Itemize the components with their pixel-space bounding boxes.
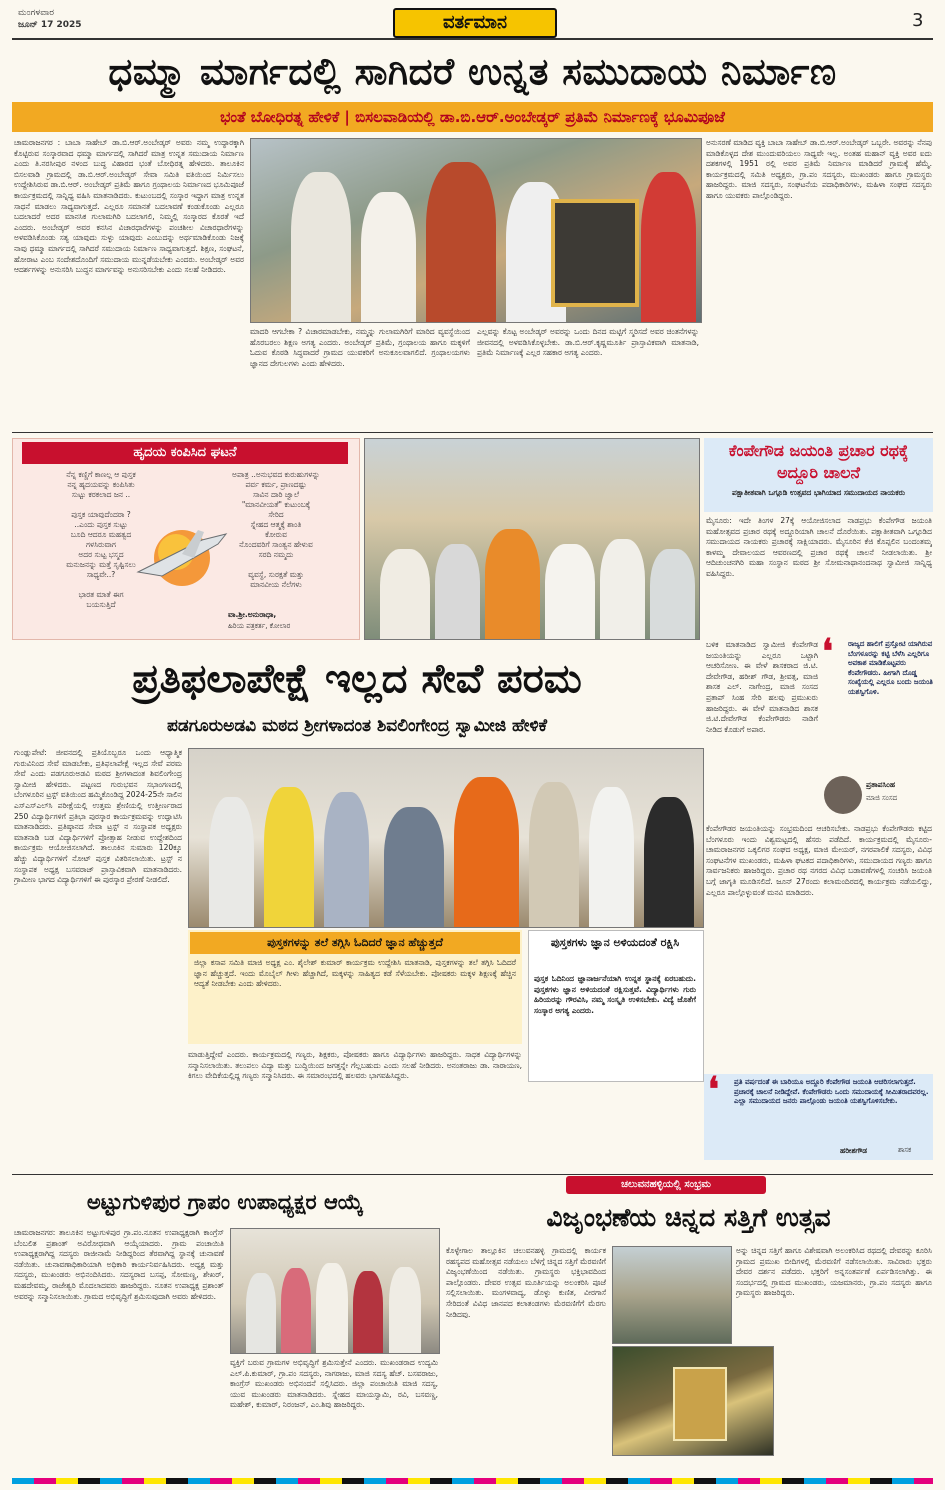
quote-1-role: ಮಾಜಿ ಸಂಸದ (866, 794, 898, 802)
service-column-bottom: ಮಾಡುತ್ತಿದ್ದೇವೆ ಎಂದರು. ಕಾರ್ಯಕ್ರಮದಲ್ಲಿ ಗಣ್ಯರು, ಶಿಕ್ಷಕರು, ಪೋಷಕರು ಹಾಗೂ ವಿದ್ಯಾರ್ಥಿಗಳು ಹಾಜರಿದ್ದರು. ಸಾಧಕ ವಿದ್ಯಾರ್ಥಿಗಳನ್ನು ಸನ್ಮಾನಿಸಲಾಯಿತು. ತಲುಪಲು ವಿದ್ಯಾ ಮತ್ತು ಬುದ್ಧಿಯಿಂದ ಜಗತ್ತನ್ನೇ ಗೆಲ್ಲಬಹುದು ಎಂದು ಸಲಹೆ ನೀಡಿದರು. ಅನಂತರಾಜು ಡಾ. ನಾರಾಯಣ, ಕಿಗಲು ವೇದಿಕೆಯಲ್ಲಿದ್ದ ಗಣ್ಯರು ಸನ್ಮಾನಿಸಿದರು. ಈ ಸಮಾರಂಭದಲ್ಲಿ ಹಲವರು ಭಾಗವಹಿಸಿದ್ದರು. (188, 1050, 522, 1081)
quote-1-text: ರಾಜ್ಯದ ಹಾಲಿಗೆ ಪ್ರಸ್ತೋಟಿ ಯಾಗಿರುವ ಬೆಂಗಳೂರನ್ನು ಕಟ್ಟಿ ಬೆಳೆಸಿ ಎಲ್ಲರಿಗೂ ಅವಕಾಶ ಮಾಡಿಕೊಟ್ಟವರು ಕೆಂಪೇಗೌಡರು. ಹೀಗಾಗಿ ದೊಡ್ಡ ಸಂಖ್ಯೆಯಲ್ಲಿ ಎಲ್ಲರೂ ಬಂದು ಜಯಂತಿ ಯಶಸ್ವಿಗೊಳಿ. (848, 640, 933, 696)
portrait-frame (551, 199, 639, 307)
attugulipura-body: ಚಾಮರಾಜನಗರ: ತಾಲೂಕಿನ ಅಟ್ಟುಗುಳಿಪುರ ಗ್ರಾ.ಪಂ.ನೂತನ ಉಪಾಧ್ಯಕ್ಷರಾಗಿ ಕಾಂಗ್ರೆಸ್ ಬೆಂಬಲಿತ ಪ್ರಶಾಂತ್ ಅವಿರೋಧವಾಗಿ ಆಯ್ಕೆಯಾದರು. ಗ್ರಾಮ ಪಂಚಾಯಿತಿ ಉಪಾಧ್ಯಕ್ಷರಾಗಿದ್ದ ಸದಸ್ಯರು ರಾಜೀನಾಮೆ ನೀಡಿದ್ದರಿಂದ ತೆರವಾಗಿದ್ದ ಸ್ಥಾನಕ್ಕೆ ಚುನಾವಣೆ ನಡೆಯಿತು. ಚುನಾವಣಾಧಿಕಾರಿಯಾಗಿ ಅಧಿಕಾರಿ ಕಾರ್ಯನಿರ್ವಹಿಸಿದರು. ಅಧ್ಯಕ್ಷ ಮತ್ತು ಸದಸ್ಯರು, ಮುಖಂಡರು ಅಭಿನಂದಿಸಿದರು. ಸದಸ್ಯರಾದ ಬಸಪ್ಪ, ಸೋಮಣ್ಣ, ಶೇಖರ್, ಮಹದೇವಮ್ಮ, ರಾಜೇಶ್ವರಿ ಮೊದಲಾದವರು ಹಾಜರಿದ್ದರು. ನೂತನ ಉಪಾಧ್ಯಕ್ಷ ಪ್ರಶಾಂತ್ ಅವರನ್ನು ಸನ್ಮಾನಿಸಲಾಯಿತು. ಗ್ರಾಮದ ಅಭಿವೃದ್ಧಿಗೆ ಶ್ರಮಿಸುವುದಾಗಿ ಅವರು ಹೇಳಿದರು. (14, 1228, 224, 1301)
photo-figure (384, 807, 444, 927)
photo-figure (291, 172, 351, 322)
masthead-title (393, 8, 557, 38)
photo-figure (361, 192, 416, 322)
photo-figure (485, 529, 540, 639)
book-knowledge-title: ಪುಸ್ತಕಗಳನ್ನು ತಲೆ ತಗ್ಗಿಸಿ ಓದಿದರೆ ಜ್ಞಾನ ಹೆಚ್ಚುತ್ತದೆ (190, 932, 520, 954)
service-subhead: ಪಡಗೂರುಅಡವಿ ಮಠದ ಶ್ರೀಗಳಾದಂತ ಶಿವಲಿಂಗೇಂದ್ರ ಸ್ವಾಮೀಜಿ ಹೇಳಿಕೆ (166, 716, 548, 736)
attugulipura-photo (230, 1228, 440, 1354)
quote-mark-icon: ❛ (708, 1070, 719, 1110)
photo-figure (529, 782, 579, 927)
kempegowda-subtitle: ಪಕ್ಷಾತೀತವಾಗಿ ಒಗ್ಗೂಡಿ ಉತ್ಸವದ ಭಾಗಿಯಾದ ಸಮುದಾಯದ ನಾಯಕರು (732, 488, 905, 497)
service-column-1: ಗುಂಡ್ಲುಪೇಟೆ: ಜೀವನದಲ್ಲಿ ಪ್ರತಿಯೊಬ್ಬರೂ ಒಂದು ಆಧ್ಯಾತ್ಮಿಕ ಗುರುವಿನಿಂದ ಸೇವೆ ಮಾಡಬೇಕು, ಪ್ರತಿಫಲಾಪೇಕ್ಷೆ ಇಲ್ಲದ ಸೇವೆ ಪರಮ ಸೇವೆ ಎಂದು ಪಡಗೂರುಅಡವಿ ಮಠದ ಶ್ರೀಗಳಾದಂತ ಶಿವಲಿಂಗೇಂದ್ರ ಸ್ವಾಮೀಜಿ ಹೇಳಿದರು. ಪಟ್ಟಣದ ಗುರುಭವನ ಸಭಾಂಗಣದಲ್ಲಿ ಬೆಂಗಳೂರಿನ ಟ್ರಸ್ಟ್ ವತಿಯಿಂದ ಹಮ್ಮಿಕೊಂಡಿದ್ದ 2024-25ನೇ ಸಾಲಿನ ಎಸ್‌ಎಸ್‌ಎಲ್‌ಸಿ ಪರೀಕ್ಷೆಯಲ್ಲಿ ಉತ್ತಮ ಶ್ರೇಣಿಯಲ್ಲಿ ಉತ್ತೀರ್ಣರಾದ 250 ವಿದ್ಯಾರ್ಥಿಗಳಿಗೆ ಪ್ರತಿಭಾ ಪುರಸ್ಕಾರ ಕಾರ್ಯಕ್ರಮವನ್ನು ಉದ್ಘಾಟಿಸಿ ಮಾತನಾಡಿದರು. ಪ್ರತಿಷ್ಠಾನದ ಸೇವಾ ಟ್ರಸ್ಟ್ ನ ಸಂಸ್ಥಾಪಕ ಅಧ್ಯಕ್ಷರು ಮಾತನಾಡಿ ಬಡ ವಿದ್ಯಾರ್ಥಿಗಳಿಗೆ ಪ್ರೋತ್ಸಾಹ ನೀಡುವ ಉದ್ದೇಶದಿಂದ ಕಾರ್ಯಕ್ರಮ ಆಯೋಜಿಸಲಾಗಿದೆ. ತಾಲೂಕಿನ ಸುಮಾರು 120ಕ್ಕೂ ಹೆಚ್ಚು ವಿದ್ಯಾರ್ಥಿಗಳಿಗೆ ನೋಟ್ ಪುಸ್ತಕ ವಿತರಿಸಲಾಯಿತು. ಟ್ರಸ್ಟ್ ನ ಸಂಸ್ಥಾಪಕ ಅಧ್ಯಕ್ಷ ಬಸವರಾಜ್ ಪ್ರಾಸ್ತಾವಿಕವಾಗಿ ಮಾತನಾಡಿದರು. ಗ್ರಾಮೀಣ ಭಾಗದ ವಿದ್ಯಾರ್ಥಿಗಳಿಗೆ ಈ ಪುರಸ್ಕಾರ ಪ್ರೇರಣೆ ನೀಡಲಿದೆ. (14, 748, 182, 885)
poem-right-verse: ಅಪಾತ್ರ ..ಅನುಭವದ ಕುರುಹುಗಳನ್ನು ಪರ್ವ ಕರ್ಮ, ಪ್ರಾಣದಷ್ಟು ಸಾವಿನ ದಾರಿ ಜ್ವಾಲೆ "ಮಾನವೀಯತೆ" ಕುಟುಂಬಕ್ಕೆ ಸೇರಿದ ಸ್ನೇಹದ ಆತ್ಮಕ್ಕೆ ಶಾಂತಿ ಕೋರುವ ನೊಂದವರಿಗೆ ಸಾಂತ್ವನ ಹೇಳುವ ಸರದಿ ನಮ್ಮದು ವ್ಯವಸ್ಥೆ, ಸುರಕ್ಷತೆ ಮತ್ತು ಮಾನವೀಯ ನೆಲೆಗಳು (232, 470, 320, 589)
page-number: 3 (912, 10, 924, 31)
jatre-kicker: ಚಲುವನಹಳ್ಳಿಯಲ್ಲಿ ಸಂಭ್ರಮ (566, 1176, 766, 1194)
lead-column-1: ಚಾಮರಾಜನಗರ : ಬಾಬಾ ಸಾಹೇಬ್ ಡಾ.ಬಿ.ಆರ್.ಅಂಬೇಡ್ಕರ್ ಅವರು ನಮ್ಮ ಉದ್ಧಾರಕ್ಕಾಗಿ ಕೊಟ್ಟಿರುವ ಸಂಸ್ಕಾರವಾದ ಧಮ್ಮಾ ಮಾರ್ಗದಲ್ಲಿ ಸಾಗಿದರೆ ಮಾತ್ರ ಉನ್ನತ ಸಮುದಾಯ ನಿರ್ಮಾಣ ಎಂದು ತಿ.ನರಸೀಪುರ ನಳಂದ ಬುದ್ಧ ವಿಹಾರದ ಭಂತೆ ಬೋಧಿರತ್ನ ಹೇಳಿದರು. ತಾಲೂಕಿನ ಬಿಸಲವಾಡಿ ಗ್ರಾಮದಲ್ಲಿ ಡಾ.ಬಿ.ಆರ್.ಅಂಬೇಡ್ಕರ್ ಸೇವಾ ಸಮಿತಿ ವತಿಯಿಂದ ನಿರ್ಮಿಸಲು ಉದ್ದೇಶಿಸಿರುವ ಡಾ.ಬಿ.ಆರ್. ಅಂಬೇಡ್ಕರ್ ಪ್ರತಿಮೆ ಹಾಗೂ ಗ್ರಂಥಾಲಯ ನಿರ್ಮಾಣದ ಭೂಮಿಪೂಜೆ ಕಾರ್ಯಕ್ರಮದಲ್ಲಿ ಸಾನ್ನಿಧ್ಯ ವಹಿಸಿ ಮಾತನಾಡಿದರು. ಕುಟುಂಬದಲ್ಲಿ ಸಂಸ್ಕಾರ ಇದ್ದಾಗ ಮಾತ್ರ ಉನ್ನತ ಸಾಧನೆ ಮಾಡಲು ಸಾಧ್ಯವಾಗುತ್ತದೆ. ಎಲ್ಲರೂ ಸಮಾನತೆ ಬದಲಾವಣೆ ಕಂಡುಕೊಂಡು ಎಲ್ಲರೂ ಬದಲಾದರೆ ಅದರ ಮಾನಸಿಕ ಗುಲಾಮಗಿರಿ ಬದಲಾಗಲಿ, ನಿಮ್ಮಲ್ಲಿ ಸಂಸ್ಕಾರದ ಕೊರತೆ ಇದೆ ಎಂದರು. ಅಂಬೇಡ್ಕರ್ ಅವರ ಕನಸಿನ ವಿಚಾರಧಾರೆಗಳನ್ನು ಪಂಚಶೀಲ ವಿಚಾರಧಾರೆಗಳನ್ನು ಅಳವಡಿಸಿಕೊಂಡು ಸತ್ಯ ಯಾವುದು ಸುಳ್ಳು ಯಾವುದು ಎಂಬುದನ್ನು ಅರ್ಥಮಾಡಿಕೊಂಡು ನಿಜಕ್ಕೆ ನಾವು ಧಮ್ಮಾ ಮಾರ್ಗದಲ್ಲಿ ಸಾಗಿದರೆ ಸಮುದಾಯ ನಿರ್ಮಾಣ ಸಾಧ್ಯವಾಗುತ್ತದೆ. ಶಿಕ್ಷಣ, ಸಂಘಟನೆ, ಹೋರಾಟ ಎಂಬ ಸಂದೇಶದೊಂದಿಗೆ ಸಮುದಾಯ ಮುನ್ನಡೆಯಬೇಕು ಎಂದರು. ಅಂಬೇಡ್ಕರ್ ಅವರ ಆದರ್ಶಗಳನ್ನು ಅನುಸರಿಸಿ ಬುದ್ಧನ ಮಾರ್ಗವನ್ನು ಅನುಸರಿಸಬೇಕು ಎಂದು ಸಲಹೆ ನೀಡಿದರು. (14, 138, 244, 275)
photo-figure (641, 172, 696, 322)
quote-2-text: ಪ್ರತಿ ವರ್ಷದಂತೆ ಈ ಬಾರಿಯೂ ಅದ್ದೂರಿ ಕೆಂಪೇಗೌಡ ಜಯಂತಿ ಆಚರಿಸಲಾಗುತ್ತದೆ. ಪ್ರಚಾರಕ್ಕೆ ಚಾಲನೆ ನೀಡಿದ್ದೇವೆ. ಕೆಂಪೇಗೌಡರು ಒಂದು ಸಮುದಾಯಕ್ಕೆ ಸೀಮಿತರಾದವರಲ್ಲ. ಎಲ್ಲಾ ಸಮುದಾಯದ ಜನರು ಪಾಲ್ಗೊಂಡು ಜಯಂತಿ ಯಶಸ್ವಿಗೊಳಿಸಬೇಕು. (734, 1078, 929, 1105)
photo-figure (644, 797, 694, 927)
section-divider (12, 432, 933, 433)
lead-column-2: ಮಾದರಿ ಆಗಬೇಕಾ ? ವಿಚಾರಮಾಡಬೇಕು, ನಮ್ಮನ್ನು ಗುಲಾಮಗಿರಿಗೆ ಮಾರಿದ ವ್ಯವಸ್ಥೆಯಿಂದ ಹೊರಬರಲು ಶಿಕ್ಷಣ ಅಗತ್ಯ ಎಂದರು. ಅಂಬೇಡ್ಕರ್ ಪ್ರತಿಮೆ, ಗ್ರಂಥಾಲಯ ಹಾಗೂ ಮಕ್ಕಳಿಗೆ ಓದುವ ಕೊಠಡಿ ಸಿದ್ಧವಾದರೆ ಗ್ರಾಮದ ಯುವಕರಿಗೆ ಅನುಕೂಲವಾಗಲಿದೆ. ಗ್ರಂಥಾಲಯಗಳು ಜ್ಞಾನದ ದೇಗುಲಗಳು ಎಂದು ಹೇಳಿದರು. (250, 327, 470, 368)
print-colour-strip (12, 1478, 933, 1484)
kempegowda-body-2: ಕೆಂಪೇಗೌಡರ ಜಯಂತಿಯನ್ನು ಸಂಭ್ರಮದಿಂದ ಆಚರಿಸಬೇಕು. ನಾಡಪ್ರಭು ಕೆಂಪೇಗೌಡರು ಕಟ್ಟಿದ ಬೆಂಗಳೂರು ಇಂದು ವಿಶ್ವಮಟ್ಟದಲ್ಲಿ ಹೆಸರು ಪಡೆದಿದೆ. ಕಾರ್ಯಕ್ರಮದಲ್ಲಿ ಮೈಸೂರು-ಚಾಮರಾಜನಗರ ಒಕ್ಕಲಿಗರ ಸಂಘದ ಅಧ್ಯಕ್ಷ, ಮಾಜಿ ಮೇಯರ್, ನಗರಪಾಲಿಕೆ ಸದಸ್ಯರು, ವಿವಿಧ ಸಂಘಟನೆಗಳ ಮುಖಂಡರು, ಮಹಿಳಾ ಘಟಕದ ಪದಾಧಿಕಾರಿಗಳು, ಸಮುದಾಯದ ಗಣ್ಯರು ಹಾಗೂ ಸಾರ್ವಜನಿಕರು ಹಾಜರಿದ್ದರು. ಪ್ರಚಾರ ರಥ ನಗರದ ವಿವಿಧ ಬಡಾವಣೆಗಳಲ್ಲಿ ಸಂಚರಿಸಿ ಜಯಂತಿ ಬಗ್ಗೆ ಜಾಗೃತಿ ಮೂಡಿಸಲಿದೆ. ಜೂನ್ 27ರಂದು ಕಲಾಮಂದಿರದಲ್ಲಿ ಕಾರ್ಯಕ್ರಮ ನಡೆಯಲಿದ್ದು, ಎಲ್ಲರೂ ಪಾಲ್ಗೊಳ್ಳುವಂತೆ ಮನವಿ ಮಾಡಿದರು. (706, 824, 932, 897)
masthead-day: ಮಂಗಳವಾರ (18, 8, 55, 18)
book-knowledge-body: ಜಿಲ್ಲಾ ಕಸಾಪ ಸಮಿತಿ ಮಾಜಿ ಅಧ್ಯಕ್ಷ ಎಂ. ಶೈಲೇಶ್ ಕುಮಾರ್ ಕಾರ್ಯಕ್ರಮ ಉದ್ದೇಶಿಸಿ ಮಾತನಾಡಿ, ಪುಸ್ತಕಗಳನ್ನು ತಲೆ ತಗ್ಗಿಸಿ ಓದಿದರೆ ಜ್ಞಾನ ಹೆಚ್ಚುತ್ತದೆ. ಇಂದು ಮೊಬೈಲ್ ಗೀಳು ಹೆಚ್ಚಾಗಿದೆ, ಮಕ್ಕಳನ್ನು ಸಾಹಿತ್ಯದ ಕಡೆ ಸೆಳೆಯಬೇಕು. ಪೋಷಕರು ಮಕ್ಕಳ ಶಿಕ್ಷಣಕ್ಕೆ ಹೆಚ್ಚಿನ ಆದ್ಯತೆ ನೀಡಬೇಕು ಎಂದು ಹೇಳಿದರು. (194, 958, 516, 989)
quote-1-portrait (824, 776, 862, 814)
quote-1-name: ಪ್ರತಾಪಸಿಂಹ (866, 780, 896, 789)
poem-heading: ಹೃದಯ ಕಂಪಿಸಿದ ಘಟನೆ (22, 442, 348, 464)
photo-figure (380, 549, 430, 639)
lead-subhead: ಭಂತೆ ಬೋಧಿರತ್ನ ಹೇಳಿಕೆ | ಬಿಸಲವಾಡಿಯಲ್ಲಿ ಡಾ.ಬಿ.ಆರ್.ಅಂಬೇಡ್ಕರ್ ಪ್ರತಿಮೆ ನಿರ್ಮಾಣಕ್ಕೆ ಭೂಮಿಪೂಜೆ (220, 108, 725, 126)
masthead-title-text: ವರ್ತಮಾನ (443, 12, 507, 33)
quote-box-1 (822, 632, 933, 770)
quote-2-name: ಹರೀಶಗೌಡ (840, 1146, 868, 1155)
photo-figure (650, 549, 695, 639)
masthead-date: ಜೂನ್ 17 2025 (18, 20, 82, 30)
kempegowda-column-narrow: ಬಳಿಕ ಮಾತನಾಡಿದ ಸ್ವಾಮೀಜಿ ಕೆಂಪೇಗೌಡ ಜಯಂತಿಯನ್ನು ಎಲ್ಲರೂ ಒಟ್ಟಾಗಿ ಆಚರಿಸೋಣ. ಈ ವೇಳೆ ಶಾಸಕರಾದ ಜಿ.ಟಿ. ದೇವೇಗೌಡ, ಹರೀಶ್ ಗೌಡ, ಶ್ರೀವತ್ಸ, ಮಾಜಿ ಶಾಸಕ ಎಲ್. ನಾಗೇಂದ್ರ, ಮಾಜಿ ಸಂಸದ ಪ್ರತಾಪ್ ಸಿಂಹ ಸೇರಿ ಹಲವು ಪ್ರಮುಖರು ಹಾಜರಿದ್ದರು. ಈ ವೇಳೆ ಮಾತನಾಡಿದ ಶಾಸಕ ಜಿ.ಟಿ.ದೇವೇಗೌಡ ಕೆಂಪೇಗೌಡರು ನಾಡಿಗೆ ನೀಡಿದ ಕೊಡುಗೆ ಅಪಾರ. (706, 640, 818, 734)
section-divider (12, 1174, 933, 1175)
photo-figure (353, 1271, 383, 1353)
jatre-photo-top (612, 1246, 732, 1344)
lead-headline: ಧಮ್ಮಾ ಮಾರ್ಗದಲ್ಲಿ ಸಾಗಿದರೆ ಉನ್ನತ ಸಮುದಾಯ ನಿರ್ಮಾಣ (108, 50, 837, 93)
lead-column-3: ಎಲ್ಲವನ್ನು ಕೊಟ್ಟ ಅಂಬೇಡ್ಕರ್ ಅವರನ್ನು ಒಂದು ದಿನದ ಮಟ್ಟಿಗೆ ಸ್ಮರಿಸದೆ ಅವರ ಚಿಂತನೆಗಳನ್ನು ಜೀವನದಲ್ಲಿ ಅಳವಡಿಸಿಕೊಳ್ಳಬೇಕು. ಡಾ.ಬಿ.ಆರ್.ಕೃಷ್ಣಮೂರ್ತಿ ಪ್ರಾಸ್ತಾವಿಕವಾಗಿ ಮಾತನಾಡಿ, ಪ್ರತಿಮೆ ನಿರ್ಮಾಣಕ್ಕೆ ಎಲ್ಲರ ಸಹಕಾರ ಅಗತ್ಯ ಎಂದರು. (477, 327, 699, 358)
photo-figure (545, 544, 595, 639)
jatre-headline: ವಿಜೃಂಭಣೆಯ ಚಿನ್ನದ ಸತ್ತಿಗೆ ಉತ್ಸವ (546, 1203, 831, 1232)
kempegowda-photo (364, 438, 700, 640)
photo-figure (600, 539, 645, 639)
poem-author: ವಾ.ಶ್ರೀ.ಅನುರಾಧಾ, (228, 610, 277, 619)
photo-figure (264, 787, 314, 927)
quote-mark-icon: ❛ (822, 632, 833, 672)
jatre-column-2: ಅನ್ನು ಚಿನ್ನದ ಸತ್ತಿಗೆ ಹಾಗೂ ವಿಶೇಷವಾಗಿ ಅಲಂಕರಿಸಿದ ರಥದಲ್ಲಿ ದೇವರನ್ನು ಕೂರಿಸಿ ಗ್ರಾಮದ ಪ್ರಮುಖ ಬೀದಿಗಳಲ್ಲಿ ಮೆರವಣಿಗೆ ನಡೆಸಲಾಯಿತು. ಸಾವಿರಾರು ಭಕ್ತರು ದೇವರ ದರ್ಶನ ಪಡೆದರು. ಭಕ್ತರಿಗೆ ಅನ್ನಸಂತರ್ಪಣೆ ಏರ್ಪಡಿಸಲಾಗಿತ್ತು. ಈ ಸಂದರ್ಭದಲ್ಲಿ ಗ್ರಾಮದ ಮುಖಂಡರು, ಯಜಮಾನರು, ಗ್ರಾ.ಪಂ ಸದಸ್ಯರು ಹಾಗೂ ಗ್ರಾಮಸ್ಥರು ಹಾಜರಿದ್ದರು. (736, 1246, 932, 1298)
service-headline: ಪ್ರತಿಫಲಾಪೇಕ್ಷೆ ಇಲ್ಲದ ಸೇವೆ ಪರಮ (132, 656, 582, 702)
photo-figure (426, 162, 496, 322)
lead-photo (250, 138, 702, 323)
masthead-rule (12, 38, 933, 40)
deity-altar (673, 1367, 727, 1441)
books-protect-title: ಪುಸ್ತಕಗಳು ಜ್ಞಾನ ಅಳಿಯದಂತೆ ರಕ್ಷಿಸಿ (550, 936, 680, 949)
attugulipura-column-2: ವ್ಯಕ್ತಿಗೆ ಬರುವ ಗ್ರಾಮಗಳ ಅಭಿವೃದ್ಧಿಗೆ ಶ್ರಮಿಸುತ್ತೇನೆ ಎಂದರು. ಮುಖಂಡರಾದ ಉದ್ಯಮಿ ಎಲ್.ಪಿ.ಕುಮಾರ್, ಗ್ರಾ.ಪಂ ಸದಸ್ಯರು, ನಾಗರಾಜು, ಮಾಜಿ ಸದಸ್ಯ ಹೆಚ್. ಬಸವರಾಜು, ಕಾಂಗ್ರೆಸ್ ಮುಖಂಡರು ಅಭಿನಂದನೆ ಸಲ್ಲಿಸಿದರು. ಜಿಲ್ಲಾ ಪಂಚಾಯಿತಿ ಮಾಜಿ ಸದಸ್ಯ, ಯುವ ಮುಖಂಡರು ಮಾತನಾಡಿದರು. ಸ್ನೇಹದ ಮಾಯಸ್ವಾಮಿ, ರವಿ, ಬಸವಣ್ಣ, ಮಹೇಶ್, ಕುಮಾರ್, ನಿರಂಜನ್, ಎಂ.ಶಿವು ಹಾಜರಿದ್ದರು. (230, 1358, 438, 1410)
books-protect-body: ಪುಸ್ತಕ ಓದಿನಿಂದ ಜ್ಞಾನಾರ್ಜನೆಯಾಗಿ ಉನ್ನತ ಸ್ಥಾನಕ್ಕೆ ಏರಬಹುದು. ಪುಸ್ತಕಗಳು ಜ್ಞಾನ ಅಳಿಯದಂತೆ ರಕ್ಷಿಸುತ್ತವೆ. ವಿದ್ಯಾರ್ಥಿಗಳು ಗುರು ಹಿರಿಯರನ್ನು ಗೌರವಿಸಿ, ನಮ್ಮ ಸಂಸ್ಕೃತಿ ಉಳಿಸಬೇಕು. ವಿದ್ಯೆ ಜೊತೆಗೆ ಸಂಸ್ಕಾರ ಅಗತ್ಯ ಎಂದರು. (534, 974, 696, 1015)
photo-figure (435, 544, 480, 639)
photo-figure (454, 777, 519, 927)
photo-figure (389, 1267, 421, 1353)
photo-figure (589, 787, 634, 927)
quote-2-role: ಶಾಸಕ (898, 1146, 912, 1154)
photo-figure (316, 1263, 348, 1353)
poem-author-place: ಹಿರಿಯ ಪತ್ರಕರ್ತ, ಕೋಲಾರ (228, 622, 291, 630)
jatre-body: ಕೊಳ್ಳೇಗಾಲ ತಾಲ್ಲೂಕಿನ ಚಲುವನಹಳ್ಳಿ ಗ್ರಾಮದಲ್ಲಿ ಕಾರ್ಯಕ ರಹಸ್ಯಪದ ಮಹೋತ್ಸವ ನಡೆಯಲು ಬೆಳಿಗ್ಗೆ ಚಿನ್ನದ ಸತ್ತಿಗೆ ಮೆರವಣಿಗೆ ವಿಜೃಂಭಣೆಯಿಂದ ನಡೆಯಿತು. ಗ್ರಾಮಸ್ಥರು ಭಕ್ತಿಭಾವದಿಂದ ಪಾಲ್ಗೊಂಡರು. ದೇವರ ಉತ್ಸವ ಮೂರ್ತಿಯನ್ನು ಅಲಂಕರಿಸಿ ಪೂಜೆ ಸಲ್ಲಿಸಲಾಯಿತು. ಮಂಗಳವಾದ್ಯ, ಡೊಳ್ಳು ಕುಣಿತ, ವೀರಗಾಸೆ ಸೇರಿದಂತೆ ವಿವಿಧ ಜಾನಪದ ಕಲಾತಂಡಗಳು ಮೆರವಣಿಗೆಗೆ ಮೆರಗು ನೀಡಿದವು. (446, 1246, 606, 1319)
service-photo (188, 748, 704, 928)
photo-figure (324, 792, 369, 927)
kempegowda-body: ಮೈಸೂರು: ಇದೇ ತಿಂಗಳ 27ಕ್ಕೆ ಆಯೋಜಿಸಲಾದ ನಾಡಪ್ರಭು ಕೆಂಪೇಗೌಡ ಜಯಂತಿ ಮಹೋತ್ಸವದ ಪ್ರಚಾರ ರಥಕ್ಕೆ ಅದ್ದೂರಿಯಾಗಿ ಚಾಲನೆ ದೊರೆಯಿತು. ಪಕ್ಷಾತೀತವಾಗಿ ಒಗ್ಗೂಡಿದ ಸಮುದಾಯದ ನಾಯಕರು ಪ್ರಚಾರಕ್ಕೆ ಸಾಕ್ಷಿಯಾದರು. ಮೈಸೂರಿನ ಕೆಜಿ ಕೊಪ್ಪಲಿನ ಬಂದಂತಮ್ಮ ಕಾಳಮ್ಮ ದೇವಾಲಯದ ಆವರಣದಲ್ಲಿ ಪ್ರಚಾರ ರಥಕ್ಕೆ ಚಾಲನೆ ನೀಡಲಾಯಿತು. ಶ್ರೀ ಆದಿಚುಂಚನಗಿರಿ ಮಹಾ ಸಂಸ್ಥಾನ ಮಠದ ಶ್ರೀ ಸೋಮನಾಥಾನಂದನಾಥ ಸ್ವಾಮೀಜಿ ಸಾನ್ನಿಧ್ಯ ವಹಿಸಿದ್ದರು. (706, 516, 932, 578)
photo-figure (209, 797, 254, 927)
photo-figure (246, 1273, 276, 1353)
photo-figure (281, 1268, 311, 1353)
lead-column-4: ಅನುಸರಣೆ ಮಾಡಿದ ವ್ಯಕ್ತಿ ಬಾಬಾ ಸಾಹೇಬ್ ಡಾ.ಬಿ.ಆರ್.ಅಂಬೇಡ್ಕರ್ ಒಬ್ಬರೇ. ಅವರನ್ನು ನೆನಪು ಮಾಡಿಕೊಳ್ಳದ ದೇಶ ಮುಂದುವರಿಯಲು ಸಾಧ್ಯವೇ ಇಲ್ಲ. ಅಂತಹ ಮಹಾನ್ ವ್ಯಕ್ತಿ ಅವರ ಐದು ದಶಕಗಳಲ್ಲಿ 1951 ರಲ್ಲಿ ಅವರ ಪ್ರತಿಮೆ ನಿರ್ಮಾಣ ಮಾಡಿದರೆ ಗ್ರಾಮಕ್ಕೆ ಹೆಮ್ಮೆ. ಕಾರ್ಯಕ್ರಮದಲ್ಲಿ ಸಮಿತಿ ಅಧ್ಯಕ್ಷರು, ಗ್ರಾ.ಪಂ ಸದಸ್ಯರು, ಮುಖಂಡರು ಹಾಗೂ ಗ್ರಾಮಸ್ಥರು ಹಾಜರಿದ್ದರು. ಮಾಜಿ ಸದಸ್ಯರು, ಸಂಘಟನೆಯ ಪದಾಧಿಕಾರಿಗಳು, ಮಹಿಳಾ ಸಂಘದ ಸದಸ್ಯರು ಹಾಗೂ ಯುವಕರು ಪಾಲ್ಗೊಂಡಿದ್ದರು. (706, 138, 932, 200)
attugulipura-headline: ಅಟ್ಟುಗುಳಿಪುರ ಗ್ರಾಪಂ ಉಪಾಧ್ಯಕ್ಷರ ಆಯ್ಕೆ (86, 1190, 364, 1214)
kempegowda-title: ಕೆಂಪೇಗೌಡ ಜಯಂತಿ ಪ್ರಚಾರ ರಥಕ್ಕೆ ಅದ್ದೂರಿ ಚಾಲನೆ (728, 441, 909, 482)
poem-left-verse: ನೆನ್ನ ಕಣ್ಣಿಗೆ ಕಾಣಲ್ಲ ಆ ಪುಸ್ತಕ ನನ್ನ ಹೃದಯವನ್ನು ಕಂಪಿಸಿತು ಸುಟ್ಟು ಕರಕಲಾದ ಜನ .. ಪುಸ್ತಕ ಯಾವುದೆಂದರಾ ? ..ಎಂದು ಪುಸ್ತಕ ಸುಟ್ಟು ಬೂದಿ ಆದರೂ ಮಹತ್ವದ ಗಳಸಿರುವಾಗ ಅದರ ಸುಟ್ಟ ಭಸ್ಮದ ಮನುಜನನ್ನು ಮತ್ತೆ ಸೃಷ್ಟಿಸಲು ಸಾಧ್ಯವೇ..? ಭಾರತ ಮಾತೆ ಈಗ ಬಯಸುತ್ತಿದೆ (66, 470, 136, 609)
